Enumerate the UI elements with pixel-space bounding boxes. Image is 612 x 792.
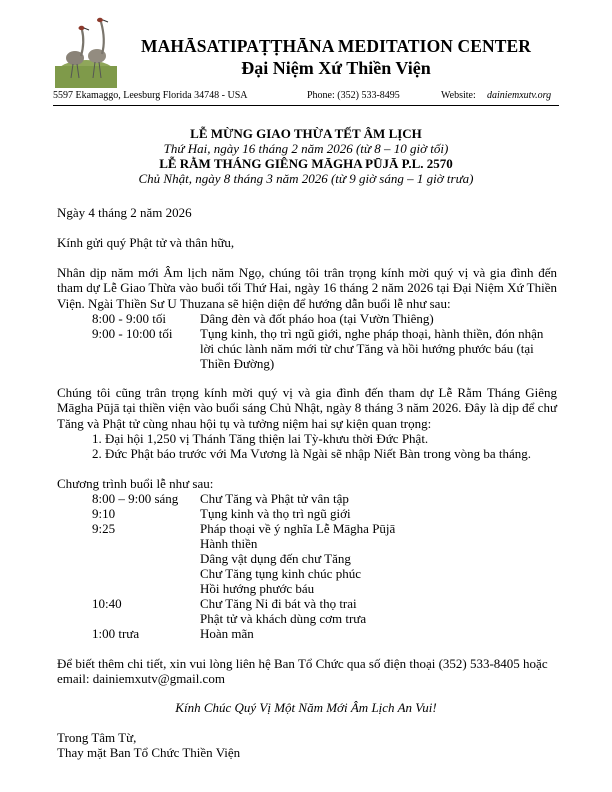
event2-date: Chủ Nhật, ngày 8 tháng 3 năm 2026 (từ 9 giờ sáng – 1 giờ trưa) xyxy=(138,171,474,186)
event-list-item: 2. Đức Phật báo trước với Ma Vương là Ngài sẽ nhập Niết Bàn trong vòng ba tháng. xyxy=(92,446,532,461)
schedule2-time: 9:10 xyxy=(92,506,116,521)
schedule2-time: 9:25 xyxy=(92,521,116,536)
phone: Phone: (352) 533-8495 xyxy=(307,90,400,101)
organization-name: MAHĀSATIPAṬṬHĀNA MEDITATION CENTER xyxy=(140,36,532,56)
paragraph-1: Nhân dịp năm mới Âm lịch năm Ngọ, chúng tôi trân trọng kính mời quý vị và gia đình đến tham dự Lễ Giao Thừa vào buổi tối Thứ Hai, ngày 16 tháng 2 năm 2026 tại Đại Niệm Xứ Thiền Viện. Ngài Thiền Sư U Thuzana sẽ hiện diện để hướng dẫn buổi lễ như sau: xyxy=(57,265,557,311)
schedule2-time: 1:00 trưa xyxy=(92,626,140,641)
paragraph-2: Chúng tôi cũng trân trọng kính mời quý vị và gia đình đến tham dự Lễ Rằm Tháng Giêng Māgha Pūjā tại thiền viện vào buổi sáng Chủ Nhật, ngày 8 tháng 3 năm 2026. Đây là dịp để chư Tăng và Phật tử cùng nhau hội tụ và tưởng niệm hai sự kiện quan trọng: xyxy=(57,385,557,431)
schedule1-desc: Thiền Đường) xyxy=(200,356,275,371)
schedule2-time: 8:00 – 9:00 sáng xyxy=(92,491,179,506)
event2-title: LỄ RẰM THÁNG GIÊNG MĀGHA PŪJĀ P.L. 2570 xyxy=(159,156,453,171)
schedule2-desc: Tụng kinh và thọ trì ngũ giới xyxy=(200,506,351,521)
schedule1-desc: Dâng đèn và đốt pháo hoa (tại Vườn Thiêng) xyxy=(200,311,434,326)
schedule2-desc: Phật tử và khách dùng cơm trưa xyxy=(200,611,367,626)
letter-date: Ngày 4 tháng 2 năm 2026 xyxy=(57,205,192,220)
contact-email: email: dainiemxutv@gmail.com xyxy=(57,671,225,686)
schedule1-desc: Tụng kinh, thọ trì ngũ giới, nghe pháp thoại, hành thiền, đón nhận xyxy=(200,326,544,341)
event1-title: LỄ MỪNG GIAO THỪA TẾT ÂM LỊCH xyxy=(190,126,422,141)
crane-logo xyxy=(55,12,117,88)
schedule1-desc: lời chúc lành năm mới từ chư Tăng và hồi hướng phước báu (tại xyxy=(200,341,534,356)
schedule2-desc: Chư Tăng tụng kinh chúc phúc xyxy=(200,566,361,581)
website-label: Website: xyxy=(441,90,476,101)
program-intro: Chương trình buổi lễ như sau: xyxy=(57,476,214,491)
greeting: Kính gửi quý Phật tử và thân hữu, xyxy=(57,235,235,250)
organization-subtitle: Đại Niệm Xứ Thiền Viện xyxy=(241,58,431,78)
website-link[interactable]: dainiemxutv.org xyxy=(487,90,552,101)
schedule1-time: 8:00 - 9:00 tối xyxy=(92,311,167,326)
schedule2-desc: Chư Tăng Ni đi bát và thọ trai xyxy=(200,596,357,611)
event1-date: Thứ Hai, ngày 16 tháng 2 năm 2026 (từ 8 – 10 giờ tối) xyxy=(163,141,449,156)
new-year-wish: Kính Chúc Quý Vị Một Năm Mới Âm Lịch An Vui! xyxy=(175,700,437,715)
schedule2-desc: Hồi hướng phước báu xyxy=(200,581,315,596)
schedule2-desc: Dâng vật dụng đến chư Tăng xyxy=(200,551,351,566)
schedule2-time: 10:40 xyxy=(92,596,122,611)
schedule2-desc: Hành thiền xyxy=(200,536,258,551)
schedule2-desc: Chư Tăng và Phật tử vân tập xyxy=(200,491,349,506)
signature-line: Thay mặt Ban Tổ Chức Thiền Viện xyxy=(57,745,241,760)
contact-line: Để biết thêm chi tiết, xin vui lòng liên hệ Ban Tổ Chức qua số điện thoại (352) 533-8405 hoặc xyxy=(57,656,548,671)
address: 5597 Ekamaggo, Leesburg Florida 34748 - USA xyxy=(53,90,248,101)
event-list-item: 1. Đại hội 1,250 vị Thánh Tăng thiện lai Tỳ-khưu thời Đức Phật. xyxy=(92,431,429,446)
schedule1-time: 9:00 - 10:00 tối xyxy=(92,326,173,341)
closing-line: Trong Tâm Từ, xyxy=(57,730,137,745)
schedule2-desc: Pháp thoại về ý nghĩa Lễ Māgha Pūjā xyxy=(200,521,396,536)
schedule2-desc: Hoàn mãn xyxy=(200,626,254,641)
header-divider xyxy=(53,105,559,106)
